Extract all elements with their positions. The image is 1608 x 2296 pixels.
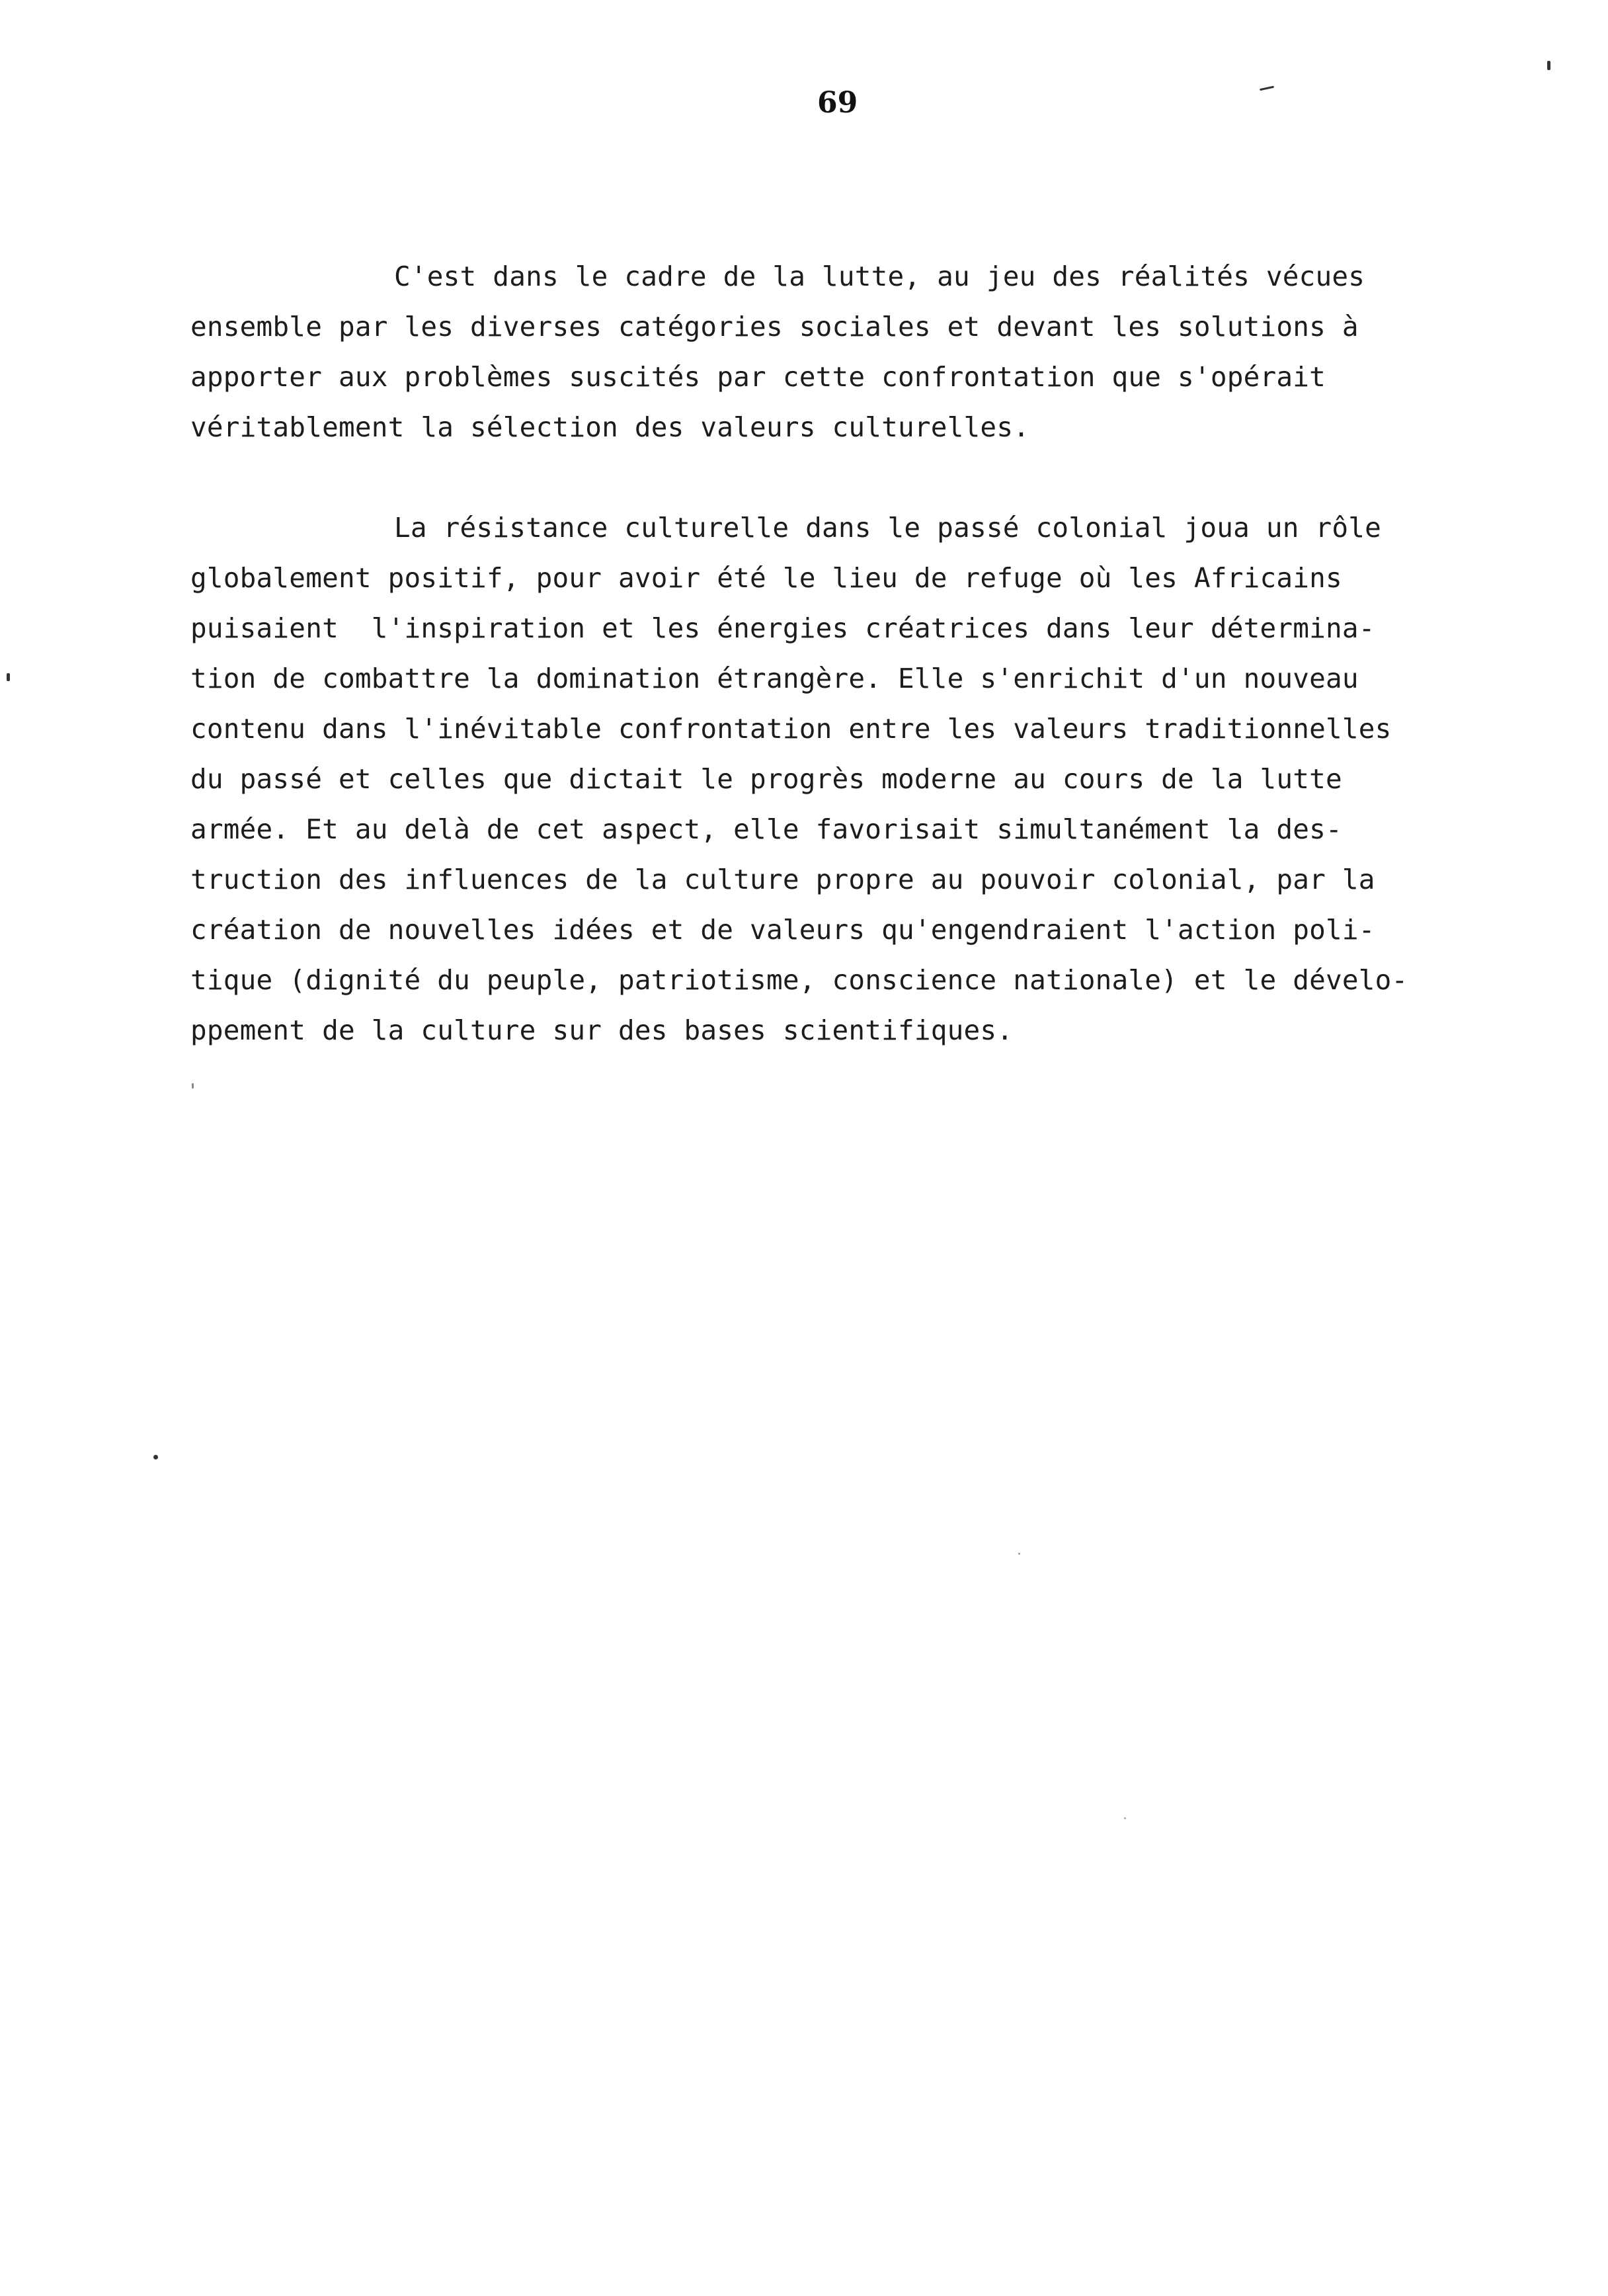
scan-speck (1260, 86, 1274, 91)
scan-speck (1547, 61, 1550, 70)
scan-speck (1018, 1553, 1020, 1555)
text-line: tion de combattre la domination étrangère. Elle s'enrichit d'un nouveau (190, 663, 1359, 694)
paragraph-1 (190, 251, 1486, 452)
paragraph-2 (190, 503, 1486, 1055)
scan-speck (153, 1455, 158, 1459)
text-line: véritablement la sélection des valeurs culturelles. (190, 411, 1030, 443)
text-line: du passé et celles que dictait le progrès moderne au cours de la lutte (190, 763, 1342, 795)
scan-speck (1124, 1817, 1126, 1819)
text-line: tique (dignité du peuple, patriotisme, conscience nationale) et le dévelo- (190, 964, 1408, 996)
text-line: C'est dans le cadre de la lutte, au jeu des réalités vécues (394, 261, 1365, 292)
text-line: armée. Et au delà de cet aspect, elle favorisait simultanément la des- (190, 813, 1342, 845)
text-line: contenu dans l'inévitable confrontation entre les valeurs traditionnelles (190, 713, 1392, 745)
text-line: ensemble par les diverses catégories sociales et devant les solutions à (190, 311, 1359, 343)
text-line: ppement de la culture sur des bases scientifiques. (190, 1014, 1014, 1046)
scan-speck (192, 1083, 194, 1088)
scan-speck (7, 673, 10, 681)
text-line: apporter aux problèmes suscités par cette confrontation que s'opérait (190, 361, 1326, 393)
page-number: 69 (817, 86, 858, 120)
text-line: La résistance culturelle dans le passé colonial joua un rôle (394, 512, 1382, 544)
text-line: puisaient l'inspiration et les énergies créatrices dans leur détermina- (190, 612, 1375, 644)
text-line: truction des influences de la culture propre au pouvoir colonial, par la (190, 864, 1375, 895)
text-line: création de nouvelles idées et de valeurs qu'engendraient l'action poli- (190, 914, 1375, 946)
text-line: globalement positif, pour avoir été le lieu de refuge où les Africains (190, 562, 1342, 594)
